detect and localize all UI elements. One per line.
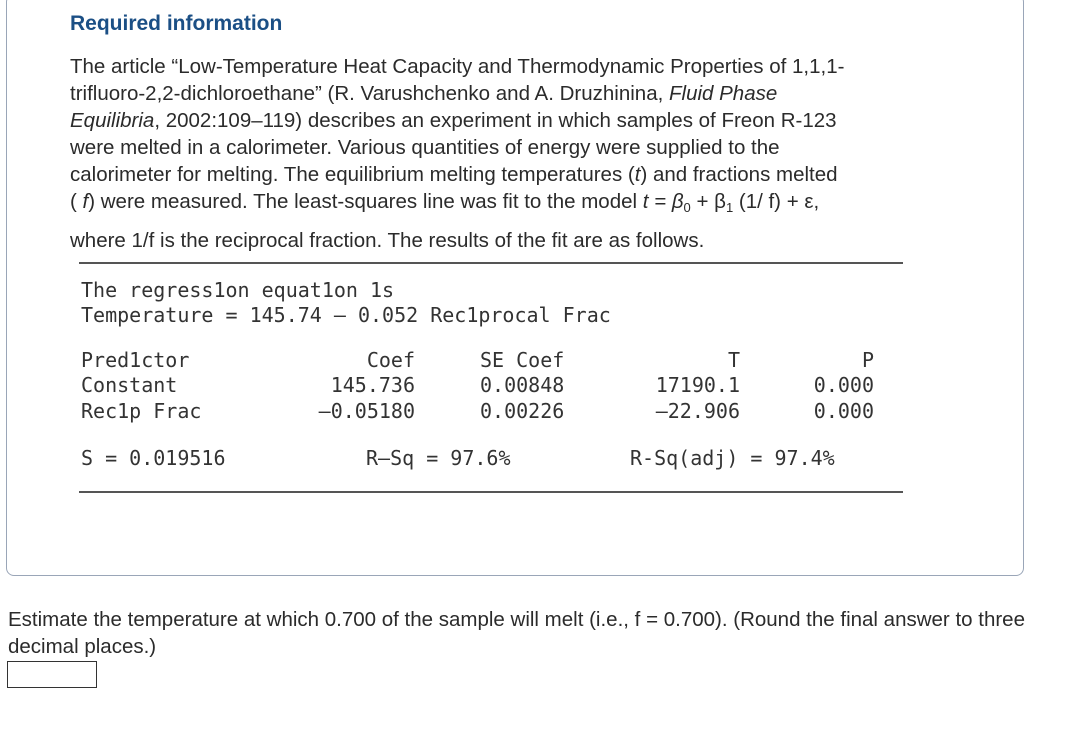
- variable-t: t: [634, 163, 641, 186]
- model-end: (1/ f) + ε,: [733, 190, 820, 213]
- problem-line-6: [70, 188, 970, 221]
- row-constant-t: 17190.1: [655, 373, 740, 397]
- row-constant-se: 0.00848: [480, 373, 565, 397]
- row-recip-t: –22.906: [655, 399, 740, 423]
- row-constant-coef: 145.736: [330, 373, 415, 397]
- header-p: P: [861, 348, 874, 372]
- regression-equation: Temperature = 145.74 – 0.052 Rec1procal Frac: [81, 303, 611, 327]
- problem-line-1: The article “Low-Temperature Heat Capacity and Thermodynamic Properties of 1,1,1-: [70, 55, 845, 78]
- beta1-subscript: 1: [725, 200, 734, 215]
- answer-input[interactable]: [7, 661, 97, 688]
- problem-line-2: [70, 80, 970, 107]
- problem-line-4: were melted in a calorimeter. Various quantities of energy were supplied to the: [70, 136, 780, 159]
- model-plus: + β: [690, 190, 726, 213]
- r-squared-adj: R-Sq(adj) = 97.4%: [630, 446, 835, 470]
- problem-line-5: [70, 161, 970, 188]
- problem-line-5-text: calorimeter for melting. The equilibrium melting temperatures (: [70, 163, 635, 186]
- journal-name-part2: Equilibria: [70, 109, 155, 132]
- output-top-rule: [79, 262, 903, 264]
- problem-line-7: where 1/f is the reciprocal fraction. The results of the fit are as follows.: [70, 229, 705, 252]
- beta0-subscript: 0: [683, 200, 691, 215]
- row-recip-coef: –0.05180: [318, 399, 415, 423]
- problem-line-3-text: , 2002:109–119) describes an experiment in which samples of Freon R-123: [154, 109, 837, 132]
- row-recip-label: Rec1p Frac: [81, 399, 202, 423]
- question-text: Estimate the temperature at which 0.700 of the sample will melt (i.e., f = 0.700). (Round the final answer to three decimal places.): [8, 608, 1025, 658]
- journal-name-part1: Fluid Phase: [669, 82, 778, 105]
- row-constant-p: 0.000: [813, 373, 874, 397]
- header-se-coef: SE Coef: [480, 348, 565, 372]
- problem-line-6-open: (: [70, 190, 83, 213]
- row-recip-p: 0.000: [813, 399, 874, 423]
- variable-f: f: [82, 190, 89, 213]
- problem-statement: [70, 53, 970, 254]
- problem-line-3: [70, 107, 970, 134]
- header-coef: Coef: [366, 348, 415, 372]
- r-squared: R–Sq = 97.6%: [366, 446, 511, 470]
- output-bottom-rule: [79, 491, 903, 493]
- model-equation: t = β: [642, 190, 684, 213]
- regression-equation-heading: The regress1on equat1on 1s: [81, 278, 395, 302]
- header-t: T: [727, 348, 740, 372]
- s-statistic: S = 0.019516: [81, 446, 226, 470]
- row-recip-se: 0.00226: [480, 399, 565, 423]
- problem-line-6-text: ) were measured. The least-squares line was fit to the model: [88, 190, 643, 213]
- header-predictor: Pred1ctor: [81, 348, 190, 372]
- problem-line-5-end: ) and fractions melted: [640, 163, 838, 186]
- problem-line-2-text: trifluoro-2,2-dichloroethane” (R. Varushchenko and A. Druzhinina,: [70, 82, 669, 105]
- row-constant-label: Constant: [81, 373, 178, 397]
- panel-title: Required information: [70, 12, 283, 35]
